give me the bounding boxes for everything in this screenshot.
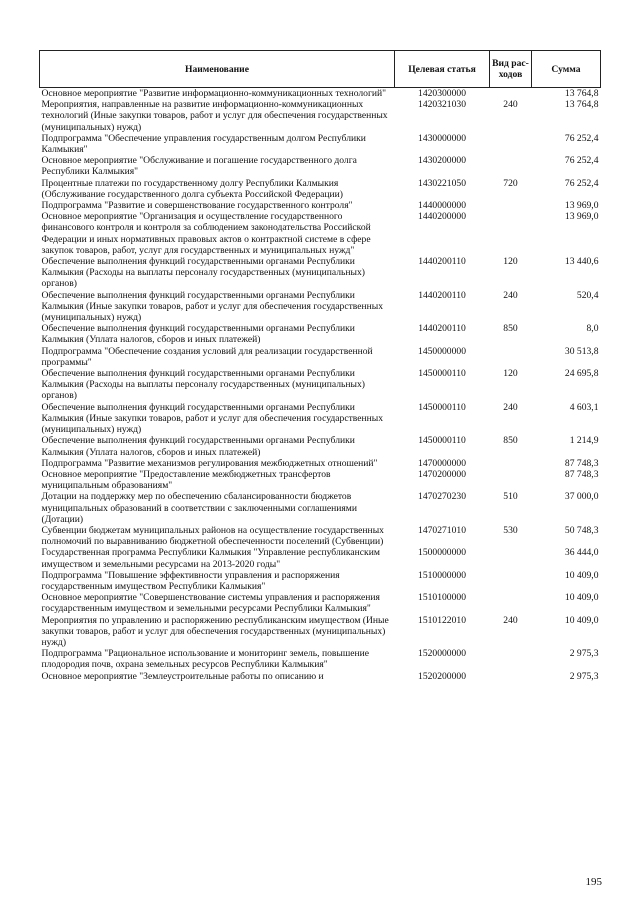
table-row	[40, 200, 601, 211]
table-row	[40, 648, 601, 670]
cell-amount: 2 975,3	[569, 648, 599, 660]
cell-expense-type: 240	[503, 99, 518, 111]
table-row	[40, 435, 601, 457]
cell-target-article: 1440200000	[418, 211, 466, 223]
table-row	[40, 402, 601, 436]
cell-target-article: 1450000110	[418, 368, 466, 380]
table-row	[40, 469, 601, 491]
cell-name: Субвенции бюджетам муниципальных районов на осуществление государственных полномочий по выравниванию бюджетной обеспеченности поселений (Субвенции)	[41, 524, 384, 548]
table-row	[40, 570, 601, 592]
cell-name: Основное мероприятие "Организация и осуществление государственного финансового контроля и контроля за соблюдением законодательства Российской Федерации и иных нормативных правовых актов о контрактной системе в сфере закупок товаров, работ, услуг для государственных и муниципальных нужд"	[41, 211, 371, 256]
cell-amount: 2 975,3	[569, 670, 599, 682]
table-row	[40, 491, 601, 525]
header-target-article: Целевая статья	[395, 51, 490, 88]
cell-target-article: 1470200000	[418, 468, 466, 480]
cell-name: Основное мероприятие "Развитие информационно-коммуникационных технологий"	[41, 88, 387, 99]
cell-name: Подпрограмма "Развитие и совершенствование государственного контроля"	[41, 200, 353, 212]
cell-expense-type: 240	[503, 401, 518, 413]
cell-name: Мероприятия по управлению и распоряжению республиканским имуществом (Иные закупки товаров, работ и услуг для обеспечения государственных (муниципальных) нужд)	[41, 614, 389, 648]
cell-target-article: 1430200000	[418, 155, 466, 167]
cell-name: Обеспечение выполнения функций государственными органами Республики Калмыкия (Уплата налогов, сборов и иных платежей)	[41, 323, 355, 346]
cell-target-article: 1470270230	[418, 491, 466, 503]
cell-amount: 10 409,0	[564, 592, 599, 604]
cell-amount: 8,0	[586, 323, 599, 335]
cell-target-article: 1430221050	[418, 177, 466, 189]
cell-name: Процентные платежи по государственному долгу Республики Калмыкия (Обслуживание государственного долга субъекта Российской Федерации)	[41, 177, 343, 200]
cell-expense-type	[490, 592, 532, 614]
cell-expense-type: 120	[503, 368, 518, 380]
table-row	[40, 368, 601, 402]
cell-expense-type	[490, 458, 532, 469]
cell-target-article: 1470271010	[418, 524, 466, 536]
cell-amount: 13 764,8	[564, 99, 599, 111]
table-row	[40, 671, 601, 682]
cell-name: Обеспечение выполнения функций государственными органами Республики Калмыкия (Расходы на выплаты персоналу государственных (муниципальных) органов)	[41, 256, 365, 290]
table-row	[40, 88, 601, 100]
header-name: Наименование	[40, 51, 395, 88]
cell-target-article: 1450000110	[418, 401, 466, 413]
cell-amount: 76 252,4	[564, 155, 599, 167]
cell-expense-type: 720	[503, 177, 518, 189]
cell-target-article: 1520000000	[418, 648, 466, 660]
cell-name: Основное мероприятие "Землеустроительные работы по описанию и	[41, 670, 324, 682]
cell-name: Государственная программа Республики Калмыкия "Управление республиканским имуществом и земельными ресурсами на 2013-2020 годы"	[41, 547, 380, 570]
cell-name: Мероприятия, направленные на развитие информационно-коммуникационных технологий (Иные закупки товаров, работ и услуг для обеспечения государственных (муниципальных) нужд)	[41, 99, 388, 133]
table-row	[40, 256, 601, 290]
cell-expense-type: 530	[503, 524, 518, 536]
cell-amount: 50 748,3	[564, 524, 599, 536]
table-row	[40, 133, 601, 155]
cell-name: Обеспечение выполнения функций государственными органами Республики Калмыкия (Иные закупки товаров, работ и услуг для обеспечения государственных (муниципальных) нужд)	[41, 401, 384, 436]
cell-amount: 37 000,0	[564, 491, 599, 503]
cell-expense-type	[490, 133, 532, 155]
cell-amount: 1 214,9	[569, 435, 599, 447]
cell-expense-type	[490, 346, 532, 368]
cell-amount: 10 409,0	[564, 569, 599, 581]
table-row	[40, 592, 601, 614]
cell-expense-type	[490, 200, 532, 211]
cell-target-article: 1450000110	[418, 435, 466, 447]
cell-expense-type	[490, 570, 532, 592]
cell-amount: 24 695,8	[564, 368, 599, 380]
cell-expense-type: 850	[503, 323, 518, 335]
cell-target-article: 1440200110	[418, 256, 466, 268]
cell-expense-type	[490, 211, 532, 256]
cell-amount: 76 252,4	[564, 177, 599, 189]
cell-expense-type	[490, 671, 532, 682]
header-expense-type: Вид рас-ходов	[490, 51, 532, 88]
cell-name: Подпрограмма "Рациональное использование и мониторинг земель, повышение плодородия почв, охрана земельных ресурсов Республики Калмыкия"	[41, 648, 370, 671]
cell-amount: 4 603,1	[569, 401, 599, 413]
cell-amount: 520,4	[576, 289, 599, 301]
table-header-row	[40, 51, 601, 88]
cell-target-article: 1420321030	[418, 99, 466, 111]
table-row	[40, 323, 601, 345]
cell-expense-type: 240	[503, 614, 518, 626]
cell-name: Обеспечение выполнения функций государственными органами Республики Калмыкия (Расходы на выплаты персоналу государственных (муниципальных) органов)	[41, 368, 365, 402]
cell-name: Обеспечение выполнения функций государственными органами Республики Калмыкия (Иные закупки товаров, работ и услуг для обеспечения государственных (муниципальных) нужд)	[41, 289, 384, 324]
cell-amount: 13 440,6	[564, 256, 599, 268]
cell-target-article: 1440200110	[418, 323, 466, 335]
page-number: 195	[585, 876, 602, 888]
cell-expense-type: 510	[503, 491, 518, 503]
table-row	[40, 525, 601, 547]
cell-target-article: 1510100000	[418, 592, 466, 604]
table-row	[40, 346, 601, 368]
cell-expense-type	[490, 155, 532, 177]
cell-name: Подпрограмма "Повышение эффективности управления и распоряжения государственным имуществом Республики Калмыкия"	[41, 569, 340, 592]
table-row	[40, 155, 601, 177]
cell-expense-type	[490, 648, 532, 670]
cell-amount: 87 748,3	[564, 457, 599, 469]
cell-expense-type	[490, 547, 532, 569]
table-body	[40, 88, 601, 682]
cell-name: Подпрограмма "Обеспечение управления государственным долгом Республики Калмыкия"	[41, 132, 366, 156]
cell-expense-type: 850	[503, 435, 518, 447]
budget-table	[39, 50, 601, 682]
cell-target-article: 1440200110	[418, 289, 466, 301]
cell-target-article: 1440000000	[418, 200, 466, 212]
cell-expense-type: 240	[503, 289, 518, 301]
table-row	[40, 290, 601, 324]
cell-name: Дотации на поддержку мер по обеспечению сбалансированности бюджетов муниципальных образований в соответствии с заключенными соглашениями (Дотации)	[41, 491, 358, 525]
cell-target-article: 1430000000	[418, 132, 466, 144]
cell-target-article: 1510000000	[418, 569, 466, 581]
cell-name: Подпрограмма "Обеспечение создания условий для реализации государственной программы"	[41, 345, 373, 368]
cell-amount: 13 969,0	[564, 211, 599, 223]
header-amount: Сумма	[532, 51, 601, 88]
cell-expense-type	[490, 469, 532, 491]
table-row	[40, 458, 601, 469]
cell-amount: 76 252,4	[564, 132, 599, 144]
table-row	[40, 178, 601, 200]
cell-target-article: 1470000000	[418, 457, 466, 469]
cell-target-article: 1500000000	[418, 547, 466, 559]
cell-amount: 13 969,0	[564, 200, 599, 212]
cell-name: Обеспечение выполнения функций государственными органами Республики Калмыкия (Уплата налогов, сборов и иных платежей)	[41, 435, 355, 458]
cell-target-article: 1510122010	[418, 614, 466, 626]
table-row	[40, 211, 601, 256]
table-row	[40, 99, 601, 133]
cell-amount: 10 409,0	[564, 614, 599, 626]
cell-target-article: 1520200000	[418, 670, 466, 682]
cell-amount: 13 764,8	[564, 88, 599, 99]
table-row	[40, 615, 601, 649]
cell-expense-type	[490, 88, 532, 100]
cell-name: Основное мероприятие "Совершенствование системы управления и распоряжения государственным имуществом и земельными ресурсами Республики Калмыкия"	[41, 592, 380, 615]
cell-expense-type: 120	[503, 256, 518, 268]
cell-target-article: 1450000000	[418, 345, 466, 357]
table-row	[40, 547, 601, 569]
cell-name: Подпрограмма "Развитие механизмов регулирования межбюджетных отношений"	[41, 457, 378, 469]
cell-amount: 87 748,3	[564, 468, 599, 480]
cell-name: Основное мероприятие "Предоставление межбюджетных трансфертов муниципальным образованиям"	[41, 468, 331, 492]
cell-name: Основное мероприятие "Обслуживание и погашение государственного долга Республики Калмыкия"	[41, 155, 357, 178]
cell-target-article: 1420300000	[418, 88, 466, 99]
cell-amount: 30 513,8	[564, 345, 599, 357]
cell-amount: 36 444,0	[564, 547, 599, 559]
